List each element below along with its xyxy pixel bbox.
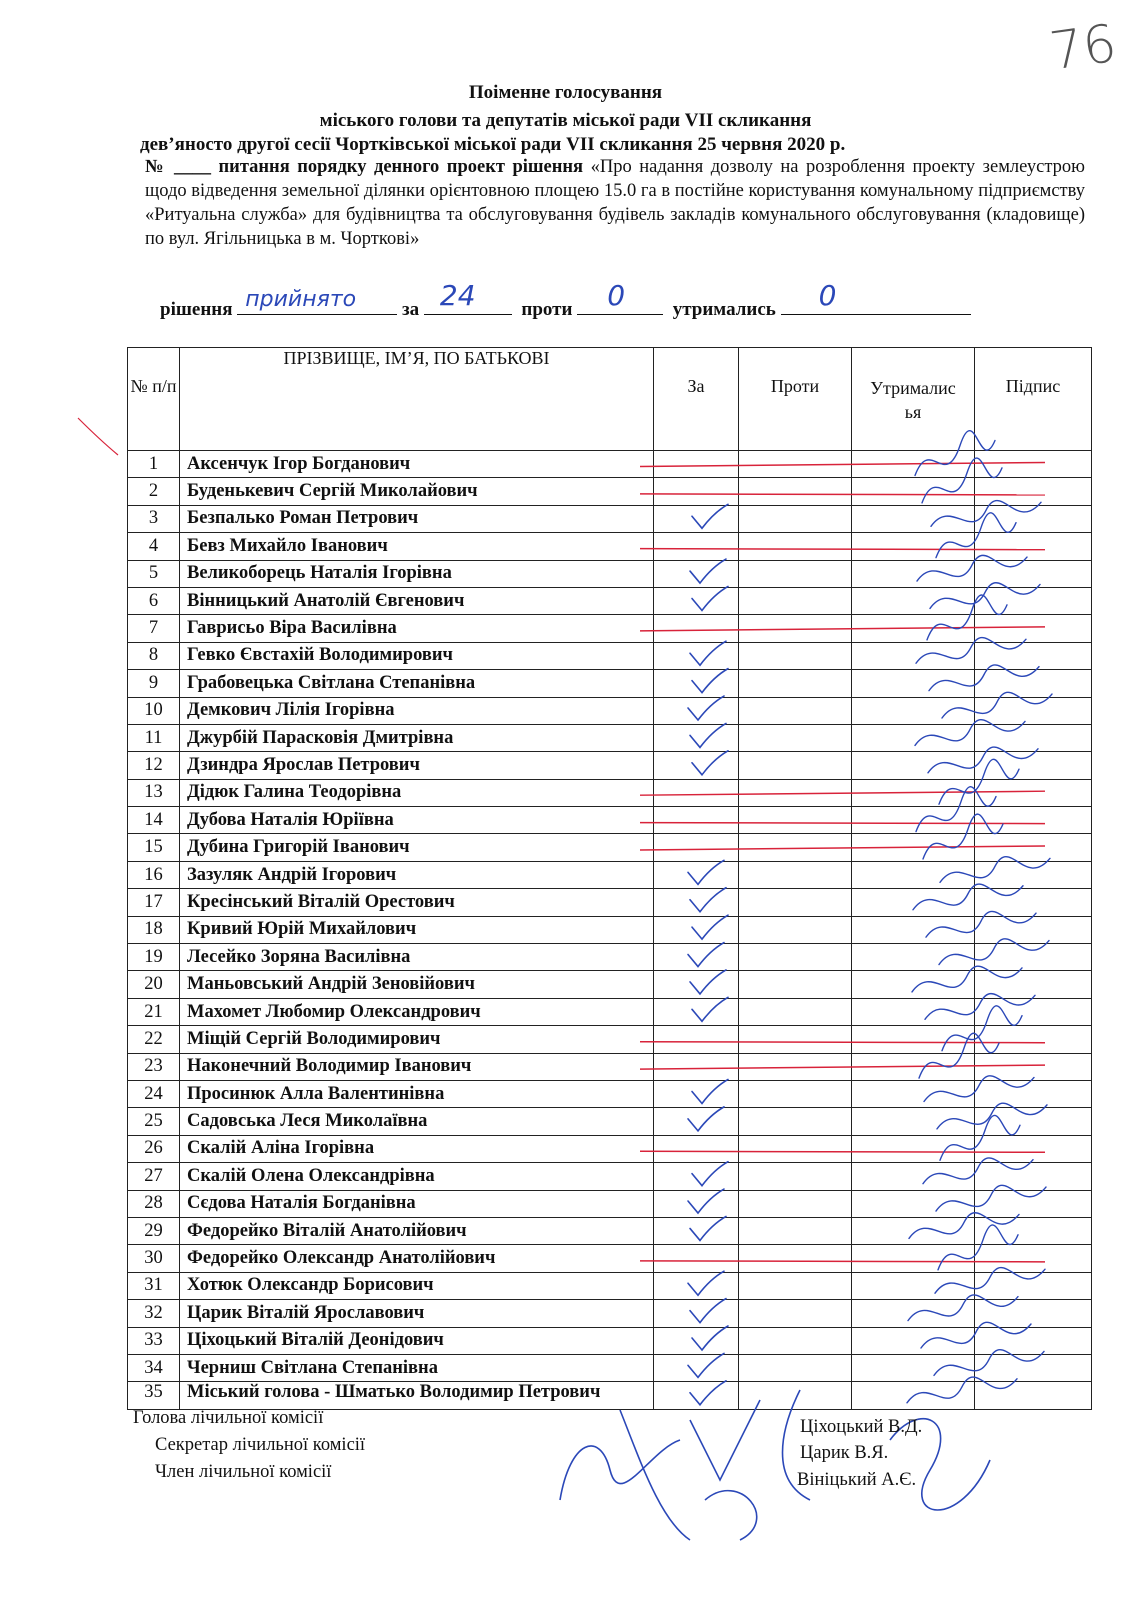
checkmark-icon	[688, 1189, 724, 1213]
row-number: 15	[128, 834, 180, 861]
row-number: 11	[128, 724, 180, 751]
checkmark-icon	[690, 559, 726, 583]
signature-scribble	[942, 692, 1052, 718]
signature-scribble	[923, 814, 1003, 859]
signature-scribble	[936, 513, 1016, 558]
row-number: 19	[128, 944, 180, 971]
signature-scribble	[923, 1158, 1033, 1184]
checkmark-icon	[692, 997, 728, 1021]
strike-line	[640, 1261, 1045, 1262]
row-number: 9	[128, 670, 180, 697]
row-number: 26	[128, 1135, 180, 1162]
signature-scribble	[934, 1350, 1044, 1376]
row-number: 1	[128, 451, 180, 478]
row-number: 14	[128, 807, 180, 834]
row-number: 21	[128, 998, 180, 1025]
row-number: 27	[128, 1163, 180, 1190]
row-name: Скалій Олена Олександрівна	[180, 1163, 654, 1190]
member-label: Член лічильної комісії	[155, 1462, 332, 1482]
checkmark-icon	[688, 1353, 724, 1377]
row-name: Лесейко Зоряна Василівна	[180, 944, 654, 971]
checkmark-icon	[688, 860, 724, 884]
signature-scribble	[917, 555, 1027, 581]
strike-line	[640, 823, 1045, 824]
signature-scribble	[908, 1295, 1018, 1321]
checkmark-icon	[692, 1079, 728, 1103]
checkmark-icon	[692, 586, 728, 610]
row-number: 7	[128, 615, 180, 642]
decision-label: рішення	[160, 299, 233, 320]
signature-scribble	[928, 747, 1038, 773]
col-header-signature: Підпис	[975, 348, 1092, 451]
row-name: Маньовський Андрій Зеновійович	[180, 971, 654, 998]
signature-scribble	[926, 911, 1036, 937]
signature-scribble	[929, 665, 1039, 691]
for-label: за	[402, 299, 420, 320]
agenda-text: «Про надання дозволу на розроблення проекту землеустрою щодо відведення земельної ділянки орієнтовною площею 15.0 га в постійне користування комунальному підприємству «Ритуальна служба» для будівництва та обслуговування будівель закладів комунального обслуговування (кладовище) по вул. Ягільницька в м. Чорткові»	[145, 157, 1085, 249]
signature-scribble	[916, 787, 996, 832]
chair-label: Голова лічильної комісії	[133, 1408, 324, 1428]
checkmark-icon	[692, 504, 728, 528]
abstain-value: 0	[818, 279, 837, 312]
strike-line	[640, 791, 1045, 795]
signature-scribble	[927, 595, 1007, 640]
row-name: Скалій Аліна Ігорівна	[180, 1135, 654, 1162]
checkmark-icon	[690, 1216, 726, 1240]
col-header-against: Проти	[739, 348, 852, 451]
row-number: 10	[128, 697, 180, 724]
signature-scribble	[916, 638, 1026, 664]
signature-scribble	[915, 720, 1025, 746]
secretary-label: Секретар лічильної комісії	[155, 1435, 366, 1455]
checkmark-icon	[688, 696, 724, 720]
row-name: Царик Віталій Ярославович	[180, 1300, 654, 1327]
page-number: 76	[1046, 13, 1121, 83]
decision-value: прийнято	[245, 287, 357, 312]
chair-name: Ціхоцький В.Д.	[800, 1417, 923, 1437]
row-name: Міщій Сергій Володимирович	[180, 1026, 654, 1053]
strike-line	[640, 627, 1045, 631]
doc-subtitle: міського голови та депутатів міської ради VII скликання	[319, 110, 812, 131]
strike-line	[640, 1065, 1045, 1069]
row-number: 3	[128, 505, 180, 532]
signature-scribble	[915, 431, 995, 476]
signature-scribble	[930, 583, 1040, 609]
row-number: 8	[128, 642, 180, 669]
row-number: 4	[128, 533, 180, 560]
row-name: Кривий Юрій Михайлович	[180, 916, 654, 943]
row-name: Вінницький Анатолій Євгенович	[180, 587, 654, 614]
row-number: 35	[128, 1382, 180, 1409]
checkmark-icon	[692, 1162, 728, 1186]
row-number: 16	[128, 861, 180, 888]
checkmark-icon	[688, 1271, 724, 1295]
signature-scribble	[940, 857, 1050, 883]
member-name: Вініцький А.Є.	[797, 1470, 917, 1490]
row-name: Зазуляк Андрій Ігорович	[180, 861, 654, 888]
signature-scribble	[935, 1268, 1045, 1294]
row-name: Федорейко Віталій Анатолійович	[180, 1217, 654, 1244]
row-number: 5	[128, 560, 180, 587]
signature-scribble	[931, 501, 1041, 527]
row-name: Ціхоцький Віталій Деонідович	[180, 1327, 654, 1354]
col-header-name: ПРІЗВИЩЕ, ІМ’Я, ПО БАТЬКОВІ	[180, 348, 654, 451]
strike-line	[640, 1151, 1045, 1152]
row-name: Великоборець Наталія Ігорівна	[180, 560, 654, 587]
signature-scribble	[924, 1076, 1034, 1102]
signature-scribble	[921, 1322, 1031, 1348]
row-number: 17	[128, 889, 180, 916]
signature-scribble	[922, 458, 1002, 503]
row-name: Безпалько Роман Петрович	[180, 505, 654, 532]
row-number: 30	[128, 1245, 180, 1272]
row-number: 24	[128, 1080, 180, 1107]
row-name: Дзиндра Ярослав Петрович	[180, 752, 654, 779]
checkmark-icon	[692, 751, 728, 775]
for-value: 24	[439, 279, 476, 312]
signature-scribble	[939, 939, 1049, 965]
row-name: Гевко Євстахій Володимирович	[180, 642, 654, 669]
row-number: 20	[128, 971, 180, 998]
row-number: 33	[128, 1327, 180, 1354]
row-number: 6	[128, 587, 180, 614]
signature-scribble	[919, 1033, 999, 1078]
signature-scribble	[909, 1213, 1019, 1239]
secretary-name: Царик В.Я.	[800, 1443, 889, 1463]
checkmark-icon	[690, 723, 726, 747]
row-number: 28	[128, 1190, 180, 1217]
row-number: 22	[128, 1026, 180, 1053]
checkmark-icon	[692, 669, 728, 693]
row-name: Сєдова Наталія Богданівна	[180, 1190, 654, 1217]
signature-scribble	[938, 1225, 1018, 1270]
row-number: 12	[128, 752, 180, 779]
checkmark-icon	[692, 915, 728, 939]
signature-scribble	[913, 884, 1023, 910]
row-name: Буденькевич Сергій Миколайович	[180, 478, 654, 505]
col-header-num: № п/п	[128, 348, 180, 451]
strike-line	[640, 1042, 1045, 1043]
commission-signature	[560, 1410, 690, 1540]
row-number: 25	[128, 1108, 180, 1135]
checkmark-icon	[692, 1326, 728, 1350]
row-name: Просинюк Алла Валентинівна	[180, 1080, 654, 1107]
checkmark-icon	[690, 1299, 726, 1323]
row-name: Гаврисьо Віра Василівна	[180, 615, 654, 642]
row-name: Кресінський Віталій Орестович	[180, 889, 654, 916]
checkmark-icon	[688, 1107, 724, 1131]
row-name: Джурбій Парасковія Дмитрівна	[180, 724, 654, 751]
row-name: Демкович Лілія Ігорівна	[180, 697, 654, 724]
checkmark-icon	[690, 888, 726, 912]
row-number: 34	[128, 1354, 180, 1381]
abstain-label: утримались	[672, 299, 776, 320]
row-number: 31	[128, 1272, 180, 1299]
checkmark-icon	[690, 970, 726, 994]
row-name: Хотюк Олександр Борисович	[180, 1272, 654, 1299]
row-name: Аксенчук Ігор Богданович	[180, 451, 654, 478]
agenda-prefix: № ____ питання порядку денного проект рішення	[145, 157, 584, 177]
checkmark-icon	[690, 641, 726, 665]
row-name: Міський голова - Шматько Володимир Петрович	[180, 1382, 654, 1409]
row-name: Черниш Світлана Степанівна	[180, 1354, 654, 1381]
signature-scribble	[936, 1185, 1046, 1211]
row-number: 13	[128, 779, 180, 806]
strike-line	[640, 846, 1045, 850]
row-name: Дубова Наталія Юріївна	[180, 807, 654, 834]
checkmark-icon	[688, 943, 724, 967]
row-name: Дідюк Галина Теодорівна	[180, 779, 654, 806]
doc-title: Поіменне голосування	[468, 82, 663, 103]
col-header-for: За	[654, 348, 739, 451]
row-name: Бевз Михайло Іванович	[180, 533, 654, 560]
checkmark-icon	[690, 1381, 726, 1405]
row-name: Федорейко Олександр Анатолійович	[180, 1245, 654, 1272]
row-name: Садовська Леся Миколаївна	[180, 1108, 654, 1135]
row-number: 18	[128, 916, 180, 943]
row-number: 2	[128, 478, 180, 505]
row-number: 32	[128, 1300, 180, 1327]
signature-scribble	[940, 1115, 1020, 1160]
strike-line	[640, 549, 1045, 550]
row-number: 29	[128, 1217, 180, 1244]
row-name: Грабовецька Світлана Степанівна	[180, 670, 654, 697]
signature-scribble	[925, 994, 1035, 1020]
col-header-abstain: Утрималисья	[852, 348, 975, 451]
row-name: Махомет Любомир Олександрович	[180, 998, 654, 1025]
row-number: 23	[128, 1053, 180, 1080]
row-name: Наконечний Володимир Іванович	[180, 1053, 654, 1080]
strike-line	[640, 494, 1045, 495]
against-value: 0	[607, 279, 626, 312]
signature-scribble	[912, 966, 1022, 992]
row-name: Дубина Григорій Іванович	[180, 834, 654, 861]
signature-scribble	[907, 1377, 1017, 1403]
margin-mark	[78, 418, 118, 455]
session-line: дев’яносто другої сесії Чортківської міської ради VII скликання 25 червня 2020 р.	[140, 134, 846, 155]
commission-signature	[690, 1390, 810, 1540]
against-label: проти	[521, 299, 573, 320]
